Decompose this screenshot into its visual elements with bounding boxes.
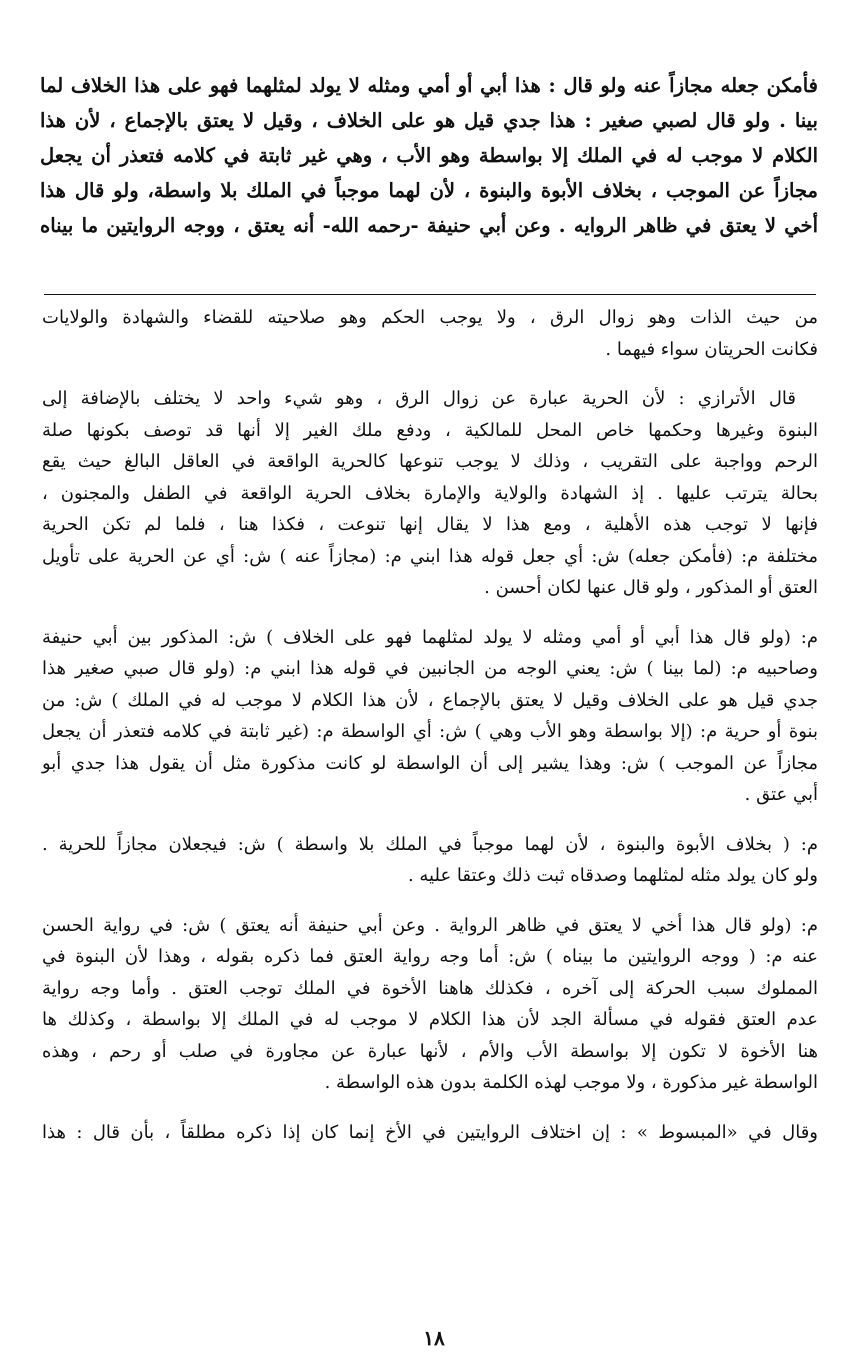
commentary-line: البنوة وغيرها وحكمها خاص المحل للمالكية ، ودفع ملك الغير إلا أنها قد توصف بكونها صلة (42, 419, 818, 441)
matn-line: بينا . ولو قال لصبي صغير : هذا جدي قيل هو على الخلاف ، وقيل لا يعتق بالإجماع ، لأن هذا (40, 109, 818, 132)
commentary-line: ولو كان يولد مثله لمثلهما وصدقاه ثبت ذلك وعتقا عليه . (407, 865, 818, 886)
page-number: ١٨ (423, 1326, 445, 1350)
commentary-line: الرحم وواجبة على التقريب ، وذلك لا يوجب تنوعها كالحرية الواقعة في العاقل البالغ حيث يقع (42, 451, 818, 472)
matn-line: أخي لا يعتق في ظاهر الروايه . وعن أبي حنيفة -رحمه الله- أنه يعتق ، ووجه الروايتين ما بيناه (40, 214, 818, 237)
commentary-line: م: ( بخلاف الأبوة والبنوة ، لأن لهما موجباً في الملك بلا واسطة ) ش: فيجعلان مجازاً للحرية . (42, 833, 818, 855)
commentary-line: عدم العتق فقوله في مسألة الجد لأن هذا الكلام لا موجب له في الملك إلا بواسطة ، وكذلك ها (42, 1009, 818, 1030)
commentary-line: هنا الأخوة لا تكون إلا بواسطة الأب والأم ، لأنها عبارة عن مجاورة في صلب أو رحم ، وهذه (42, 1040, 818, 1062)
matn-text-block (40, 68, 818, 243)
commentary-line: بنوة أو حرية م: (إلا بواسطة وهو الأب وهي ) ش: أي الواسطة م: (غير ثابتة في كلامه فتعذر أن يجعل (42, 721, 818, 742)
commentary-paragraph (42, 1117, 818, 1149)
commentary-paragraph (42, 829, 818, 892)
commentary-line: قال الأترازي : لأن الحرية عبارة عن زوال الرق ، وهو شيء واحد لا يختلف بالإضافة إلى (42, 388, 796, 409)
matn-line: مجازاً عن الموجب ، بخلاف الأبوة والبنوة ، لأن لهما موجباً في الملك بلا واسطة، ولو قال هذا (40, 179, 818, 202)
commentary-paragraph (42, 622, 818, 811)
commentary-paragraph (42, 302, 818, 365)
commentary-line: م: (ولو قال هذا أخي لا يعتق في ظاهر الرواية . وعن أبي حنيفة أنه يعتق ) ش: في رواية الحسن (42, 914, 818, 936)
commentary-line: فإنها لا توجب هذه الأهلية ، ومع هذا لا يقال إنها تنوعت ، فكذا هنا ، فلما لم تكن الحرية (42, 514, 818, 535)
commentary-line: جدي قيل هو على الخلاف وقيل لا يعتق بالإجماع ، لأن هذا الكلام لا موجب له في الملك ) ش: من (42, 689, 818, 711)
commentary-line: مجازاً عن الموجب ) ش: وهذا يشير إلى أن الواسطة لو كانت مذكورة مثل أن يقول هذا جدي أبو (42, 752, 818, 774)
commentary-line: من حيث الذات وهو زوال الرق ، ولا يوجب الحكم وهو صلاحيته للقضاء والشهادة والولايات (42, 307, 818, 328)
commentary-line: فكانت الحريتان سواء فيهما . (605, 338, 818, 360)
commentary-line: عنه م: ( ووجه الروايتين ما بيناه ) ش: أما وجه رواية العتق فما ذكره بقوله ، وهذا لأن البنوة في (42, 946, 818, 967)
commentary-block (42, 302, 818, 1166)
commentary-line: الواسطة غير مذكورة ، ولا موجب لهذه الكلمة بدون هذه الواسطة . (324, 1072, 818, 1093)
matn-line: الكلام لا موجب له في الملك إلا بواسطة وهو الأب ، وهي غير ثابتة في كلامه فتعذر أن يجعل (40, 144, 818, 167)
commentary-paragraph (42, 383, 818, 604)
commentary-line: أبي عتق . (744, 784, 818, 805)
commentary-line: مختلفة م: (فأمكن جعله) ش: أي جعل قوله هذا ابني م: (مجازاً عنه ) ش: أي عن الحرية على تأويل (42, 545, 818, 567)
commentary-line: وقال في «المبسوط » : إن اختلاف الروايتين في الأخ إنما كان إذا ذكره مطلقاً ، بأن قال : هذا (42, 1121, 818, 1143)
commentary-line: م: (ولو قال هذا أبي أو أمي ومثله لا يولد لمثلهما فهو على الخلاف ) ش: المذكور بين أبي حنيفة (42, 626, 819, 648)
commentary-line: وصاحبيه م: (لما بينا ) ش: يعني الوجه من الجانبين في قوله هذا ابني م: (ولو قال صبي صغير هذا (42, 658, 818, 679)
commentary-line: العتق أو المذكور ، ولو قال عنها لكان أحسن . (484, 577, 818, 598)
commentary-line: المملوك سبب الحركة إلى آخره ، فكذلك هاهنا الأخوة في الملك توجب العتق . وأما وجه رواية (42, 977, 818, 999)
separator-rule (44, 294, 816, 295)
matn-line: فأمكن جعله مجازاً عنه ولو قال : هذا أبي أو أمي ومثله لا يولد لمثلهما فهو على هذا الخلاف لما (40, 74, 818, 97)
commentary-line: بحالة يترتب عليها . إذ الشهادة والولاية والإمارة بخلاف الحرية الواقعة في الطفل والمجنون ، (42, 482, 818, 504)
commentary-paragraph (42, 910, 818, 1099)
